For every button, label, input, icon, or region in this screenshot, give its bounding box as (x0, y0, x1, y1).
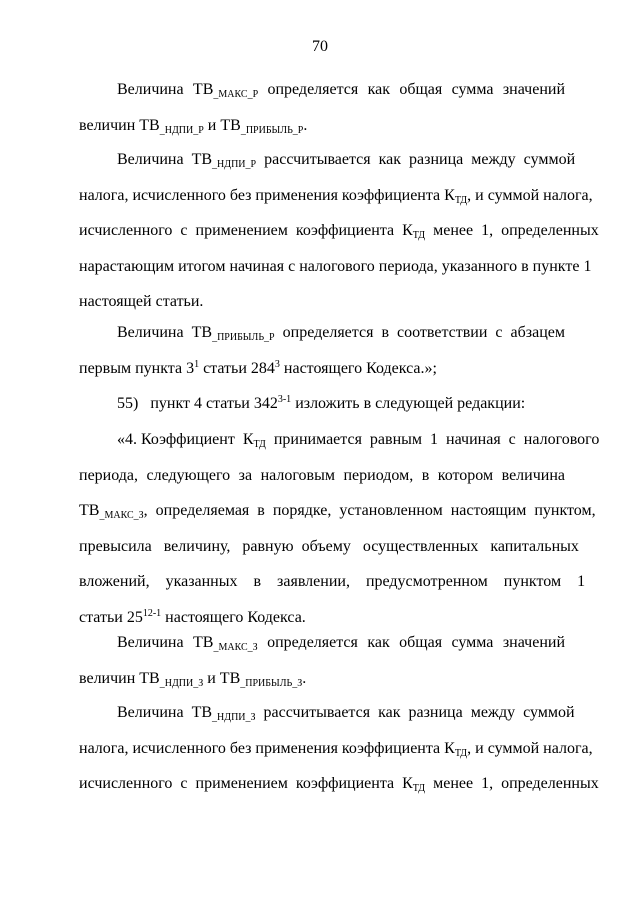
text-run: нарастающим итогом начиная с налогового периода, указанного в пункте 1 (79, 257, 592, 275)
text-run: и ТВ (203, 669, 241, 687)
text-run: исчисленного с применением коэффициента К (79, 222, 413, 239)
text-run: определяется как общая сумма значений (257, 634, 566, 651)
text-line (79, 386, 565, 422)
text-run: исчисленного с применением коэффициента К (79, 775, 413, 792)
subscript: _ПРИБЫЛЬ_Р (212, 332, 275, 343)
text-line (79, 529, 579, 565)
text-run: . (303, 116, 308, 134)
text-line (79, 108, 565, 144)
text-line (79, 564, 586, 600)
subscript: ТД (454, 194, 468, 206)
text-line (79, 72, 565, 108)
text-run: Величина ТВ (117, 151, 213, 168)
subscript: _НДПИ_Р (159, 124, 204, 136)
text-run: налога, исчисленного без применения коэффициента К (79, 739, 455, 757)
paragraph-p4 (79, 386, 565, 422)
text-run: Величина ТВ (117, 81, 214, 98)
text-run: настоящей статьи. (79, 293, 204, 310)
text-run: статьи 284 (199, 359, 275, 377)
subscript: _МАКС_З (213, 642, 258, 653)
text-run: статьи 25 (79, 608, 143, 626)
text-run: ТВ (79, 502, 100, 519)
text-run: величин ТВ (79, 669, 160, 687)
page-number: 70 (312, 38, 328, 55)
text-run: настоящего Кодекса.»; (279, 359, 437, 377)
text-line (79, 315, 565, 351)
text-run: , и суммой налога, (467, 186, 593, 204)
text-run: менее 1, определенных (425, 775, 599, 792)
text-line (79, 625, 565, 661)
text-line (79, 661, 565, 697)
text-run: величин ТВ (79, 116, 160, 134)
text-line (79, 249, 592, 285)
text-run: принимается равным 1 начиная с налогового (265, 431, 600, 448)
text-line (79, 142, 576, 178)
text-run: периода, следующего за налоговым периодом, в котором величина (79, 466, 565, 484)
text-run: вложений, указанных в заявлении, предусмотренном пунктом 1 (79, 573, 586, 590)
subscript: _ПРИБЫЛЬ_Р (240, 124, 304, 136)
paragraph-p2 (79, 142, 599, 320)
superscript: 1 (194, 358, 200, 370)
superscript: 3-1 (277, 394, 292, 405)
text-run: «4. Коэффициент К (117, 431, 254, 448)
text-run: рассчитывается как разница между суммой (256, 151, 576, 168)
text-run: налога, исчисленного без применения коэффициента К (79, 186, 455, 204)
subscript: _НДПИ_З (159, 677, 204, 689)
paragraph-p7 (79, 695, 599, 802)
subscript: ТД (454, 747, 468, 759)
superscript: 3 (274, 358, 280, 370)
text-run: и ТВ (203, 116, 241, 134)
paragraph-p6 (79, 625, 565, 696)
text-line (79, 422, 600, 458)
subscript: _МАКС_З (99, 510, 144, 521)
text-run: 55) пункт 4 статьи 342 (117, 395, 278, 412)
text-line (79, 731, 593, 767)
text-line (79, 351, 565, 387)
text-run: , определяемая в порядке, установленном настоящим пунктом, (143, 502, 596, 519)
text-line (79, 458, 565, 494)
text-line (79, 213, 599, 249)
subscript: ТД (412, 230, 426, 241)
text-run: Величина ТВ (117, 634, 214, 651)
text-run: . (302, 669, 307, 687)
paragraph-p1 (79, 72, 565, 143)
subscript: ТД (253, 439, 266, 450)
subscript: _ПРИБЫЛЬ_З (240, 677, 303, 689)
text-run: менее 1, определенных (425, 222, 599, 239)
text-run: первым пункта 3 (79, 359, 195, 377)
text-run: настоящего Кодекса. (161, 608, 306, 626)
text-line (79, 766, 599, 802)
subscript: ТД (412, 783, 426, 794)
text-line (79, 695, 575, 731)
text-run: рассчитывается как разница между суммой (255, 704, 575, 721)
text-line (79, 493, 596, 529)
subscript: _МАКС_Р (213, 89, 259, 100)
text-run: изложить в следующей редакции: (291, 395, 526, 412)
text-run: определяется в соответствии с абзацем (274, 324, 565, 341)
paragraph-p5 (79, 422, 600, 635)
text-run: , и суммой налога, (467, 739, 593, 757)
text-run: превысила величину, равную объему осуществленных капитальных (79, 537, 579, 555)
text-line (79, 178, 593, 214)
text-run: определяется как общая сумма значений (258, 81, 565, 98)
text-run: Величина ТВ (117, 704, 213, 721)
paragraph-p3 (79, 315, 565, 386)
subscript: _НДПИ_З (212, 712, 256, 723)
superscript: 12-1 (142, 607, 162, 619)
text-run: Величина ТВ (117, 324, 213, 341)
subscript: _НДПИ_Р (212, 159, 257, 170)
